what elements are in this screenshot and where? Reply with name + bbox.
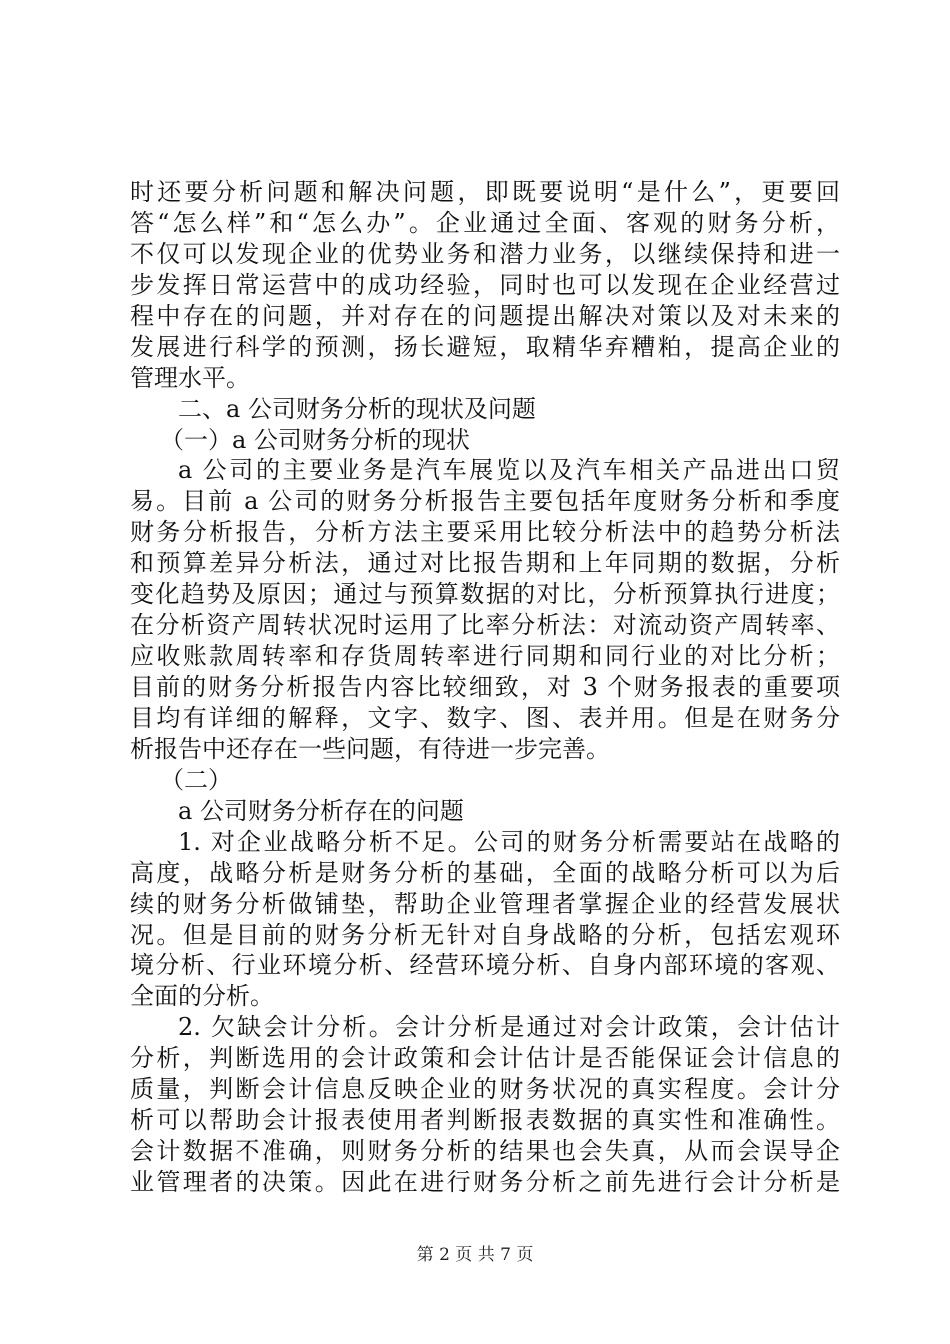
paragraph-line: 全面的分析。 (130, 982, 274, 1010)
paragraph-line: 质量，判断会计信息反映企业的财务状况的真实程度。会计分 (130, 1075, 840, 1103)
paragraph-line: 析报告中还存在一些问题，有待进一步完善。 (130, 735, 610, 763)
paragraph-line: 和预算差异分析法，通过对比报告期和上年同期的数据，分析 (130, 549, 840, 577)
paragraph-line: 1. 对企业战略分析不足。公司的财务分析需要站在战略的 (178, 828, 840, 856)
paragraph-line: 发展进行科学的预测，扬长避短，取精华弃糟粕，提高企业的 (130, 333, 840, 361)
paragraph-line: a 公司的主要业务是汽车展览以及汽车相关产品进出口贸 (178, 456, 840, 484)
paragraph-line: 易。目前 a 公司的财务分析报告主要包括年度财务分析和季度 (130, 487, 840, 515)
section-heading: 二、a 公司财务分析的现状及问题 (178, 395, 536, 423)
paragraph-line: 2. 欠缺会计分析。会计分析是通过对会计政策，会计估计 (178, 1013, 840, 1041)
paragraph-line: 变化趋势及原因；通过与预算数据的对比，分析预算执行进度； (130, 580, 840, 608)
paragraph-line: 应收账款周转率和存货周转率进行同期和同行业的对比分析； (130, 642, 840, 670)
page-number-footer: 第 2 页 共 7 页 (416, 1245, 534, 1265)
subsection-heading: （一）a 公司财务分析的现状 (160, 426, 470, 454)
paragraph-line: 在分析资产周转状况时运用了比率分析法：对流动资产周转率、 (130, 611, 840, 639)
paragraph-line: 管理水平。 (130, 364, 250, 392)
paragraph-line: 况。但是目前的财务分析无针对自身战略的分析，包括宏观环 (130, 921, 840, 949)
paragraph-line: 高度，战略分析是财务分析的基础，全面的战略分析可以为后 (130, 859, 840, 887)
paragraph-line: 时还要分析问题和解决问题，即既要说明“是什么”，更要回 (130, 178, 840, 206)
paragraph-line: 析可以帮助会计报表使用者判断报表数据的真实性和准确性。 (130, 1106, 840, 1134)
paragraph-line: 财务分析报告，分析方法主要采用比较分析法中的趋势分析法 (130, 518, 840, 546)
paragraph-line: 分析，判断选用的会计政策和会计估计是否能保证会计信息的 (130, 1044, 840, 1072)
subsection-heading-number: （二） (160, 766, 232, 794)
subsection-heading: a 公司财务分析存在的问题 (178, 797, 464, 825)
paragraph-line: 续的财务分析做铺垫，帮助企业管理者掌握企业的经营发展状 (130, 890, 840, 918)
paragraph-line: 境分析、行业环境分析、经营环境分析、自身内部环境的客观、 (130, 951, 840, 979)
paragraph-line: 会计数据不准确，则财务分析的结果也会失真，从而会误导企 (130, 1137, 840, 1165)
paragraph-line: 步发挥日常运营中的成功经验，同时也可以发现在企业经营过 (130, 271, 840, 299)
paragraph-line: 程中存在的问题，并对存在的问题提出解决对策以及对未来的 (130, 302, 840, 330)
paragraph-line: 目均有详细的解释，文字、数字、图、表并用。但是在财务分 (130, 704, 840, 732)
paragraph-line: 不仅可以发现企业的优势业务和潜力业务，以继续保持和进一 (130, 240, 840, 268)
paragraph-line: 答“怎么样”和“怎么办”。企业通过全面、客观的财务分析， (130, 209, 840, 237)
paragraph-line: 目前的财务分析报告内容比较细致，对 3 个财务报表的重要项 (130, 673, 840, 701)
paragraph-line: 业管理者的决策。因此在进行财务分析之前先进行会计分析是 (130, 1168, 840, 1196)
